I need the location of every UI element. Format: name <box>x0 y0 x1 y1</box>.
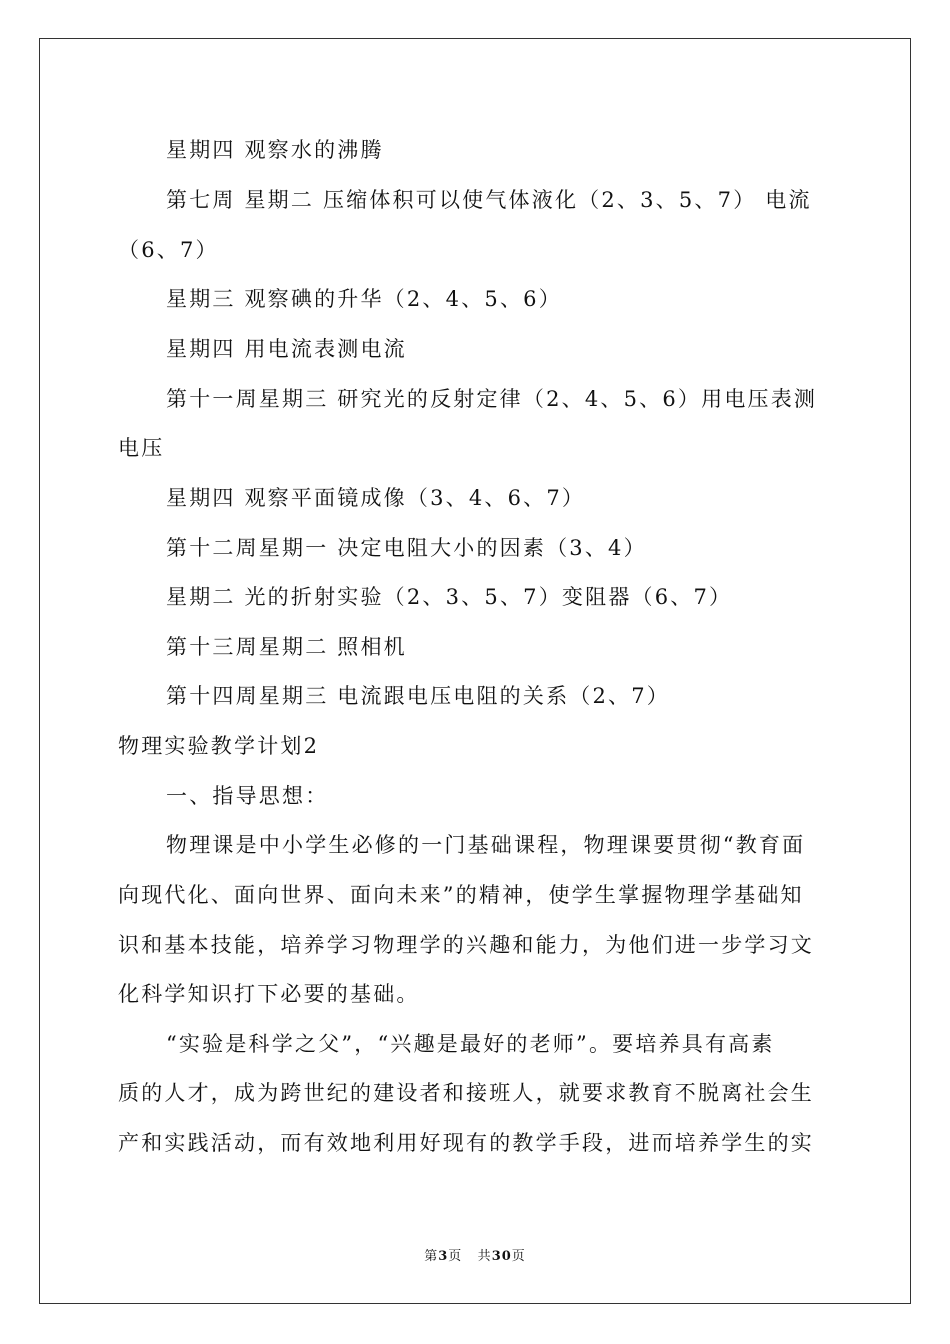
footer-page-unit: 页 <box>448 1249 463 1264</box>
section-title: 物理实验教学计划2 <box>118 734 320 758</box>
footer-total-prefix: 共 <box>477 1249 492 1264</box>
section-heading: 一、指导思想： <box>166 784 329 808</box>
text-line: 第十二周星期一 决定电阻大小的因素（3、4） <box>166 536 647 560</box>
text-line: 向现代化、面向世界、面向未来”的精神，使学生掌握物理学基础知 <box>118 883 804 907</box>
text-line: 星期三 观察碘的升华（2、4、5、6） <box>166 287 562 311</box>
text-line: 质的人才，成为跨世纪的建设者和接班人，就要求教育不脱离社会生 <box>118 1081 814 1105</box>
footer-total-unit: 页 <box>511 1249 526 1264</box>
current-page-number: 3 <box>438 1249 449 1264</box>
text-line: 第十一周星期三 研究光的反射定律（2、4、5、6）用电压表测 <box>166 387 818 411</box>
text-line: 星期二 光的折射实验（2、3、5、7）变阻器（6、7） <box>166 585 733 609</box>
text-line: 化科学知识打下必要的基础。 <box>118 982 420 1006</box>
text-line: （6、7） <box>118 238 219 262</box>
text-line: 星期四 观察平面镜成像（3、4、6、7） <box>166 486 586 510</box>
footer-prefix: 第 <box>424 1249 439 1264</box>
text-line: 第七周 星期二 压缩体积可以使气体液化（2、3、5、7） 电流 <box>166 188 812 212</box>
text-line: 第十三周星期二 照相机 <box>166 635 407 659</box>
text-line: 产和实践活动，而有效地利用好现有的教学手段，进而培养学生的实 <box>118 1131 814 1155</box>
text-line: 星期四 用电流表测电流 <box>166 337 407 361</box>
total-page-count: 30 <box>491 1249 512 1264</box>
text-line: 第十四周星期三 电流跟电压电阻的关系（2、7） <box>166 684 670 708</box>
page-footer <box>0 1245 950 1264</box>
text-line: 物理课是中小学生必修的一门基础课程，物理课要贯彻“教育面 <box>166 833 806 857</box>
text-line: 星期四 观察水的沸腾 <box>166 138 384 162</box>
text-line: “实验是科学之父”，“兴趣是最好的老师”。要培养具有高素 <box>166 1032 775 1056</box>
page-border <box>39 38 911 1304</box>
text-line: 电压 <box>118 436 165 460</box>
text-line: 识和基本技能，培养学习物理学的兴趣和能力，为他们进一步学习文 <box>118 933 814 957</box>
